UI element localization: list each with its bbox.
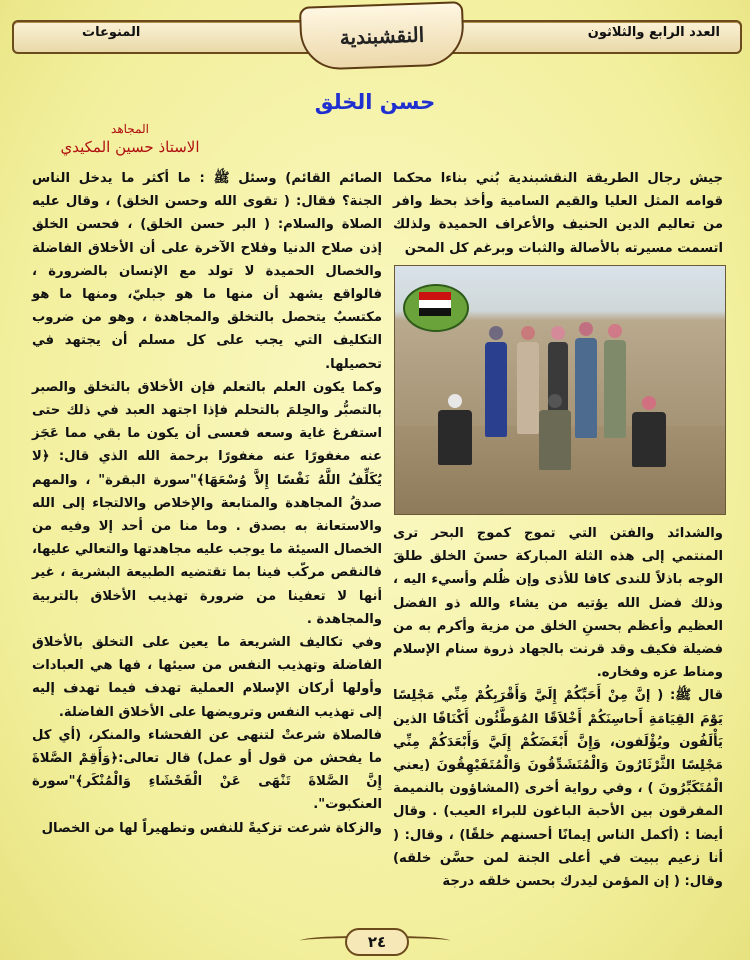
- paragraph: فالصلاة شرعتْ لتنهى عن الفحشاء والمنكر، (أي كل ما يفحش من قول أو عمل) قال تعالى:﴿وَأَقِمْ الصَّلاةَ إِنَّ الصَّلاةَ تَنْهَى عَنْ الْفَحْشَاءِ وَالْمُنْكَر﴾"سورة العنكبوت".: [32, 727, 382, 813]
- figure-body: [438, 410, 472, 465]
- figure-head: [579, 322, 593, 336]
- paragraph: جيش رجال الطريقة النقشبندية بُني بناءا محكما قوامه المثل العليا والقيم السامية وأخذ بحظ وافر من تعاليم الدين الحنيف والأعراف الحميدة ولذلك اتسمت مسيرته بالأصالة والثبات وبرغم كل المحن: [393, 171, 723, 256]
- article-title: حسن الخلق: [314, 90, 436, 114]
- right-column-top: [393, 167, 723, 260]
- figure: [481, 326, 511, 437]
- figure-head: [548, 394, 562, 408]
- figure: [435, 394, 475, 465]
- figure-head: [608, 324, 622, 338]
- paragraph: قال ﷺ: ( إنَّ مِنْ أَحَبِّكُمْ إِلَيَّ وَأَقْرَبِكُمْ مِنِّي مَجْلِسًا يَوْمَ القِيَامَةِ أَحاسِنَكُمْ أَخْلاَقًا المُوَطَّئُون أَكْنَافًا الذين يَأْلَفُون ويُؤْلَفون، وَإِنَّ أَبْغَضَكُمْ إِلَيَّ وَأَبْعَدَكُمْ مِنِّي مَجْلِسًا الثَّرْثَارُونَ وَالْمُتَشَدِّقُونَ وَالْمُتَفَيْهِقُونَ (يعني الْمُتَكَبِّرُونَ ) ، وفي رواية أخرى (المشاؤون بالنميمة المفرقون بين الأحبة الباغون للبراء العيب) . وقال أيضا : (أكمل الناس إيمانًا أحسنهم خلقًا) ، وقال: ( أنا زعيم ببيت في أعلى الجنة لمن حسَّن خلقه) وقال: ( إن المؤمن ليدرك بحسن خلقه درجة: [393, 688, 723, 890]
- figure: [535, 394, 575, 470]
- figure-body: [604, 340, 626, 438]
- paragraph: الصائم القائم) وسئل ﷺ : ما أكثر ما يدخل الناس الجنة؟ فقال: ( تقوى الله وحسن الخلق) ، وقال عليه الصلاة والسلام: ( البر حسن الخلق) ، فحسن الخلق إذن صلاح الدنيا وفلاح الآخرة على أن الأخلاق الفاضلة والخصال الحميدة لا تولد مع الإنسان بالضرورة ، فالواقع يشهد أن منها ما هو جبليّ، ومنها ما هو مكتسبٌ يتحصل بالتخلق والمجاهدة ، وهو من ضروب التكليف التي يجب على كل مسلم أن يجتهد في تحصيلها.: [32, 171, 382, 372]
- figure-body: [539, 410, 571, 470]
- paragraph: والزكاة شرعت تزكيةً للنفس وتطهيراً لها من الخصال: [41, 820, 382, 836]
- figure: [600, 324, 630, 438]
- figure-head: [551, 326, 565, 340]
- figure-head: [489, 326, 503, 340]
- banner-title: النقشبندية: [339, 22, 425, 50]
- figure-head: [521, 326, 535, 340]
- left-column: [32, 167, 382, 840]
- figure: [627, 396, 671, 467]
- flag-white-stripe: [419, 300, 451, 308]
- figure-body: [575, 338, 597, 438]
- figure: [571, 322, 601, 438]
- figure-body: [632, 412, 666, 467]
- author-signature: [40, 122, 220, 156]
- paragraph: وكما يكون العلم بالتعلم فإن الأخلاق بالتخلق والصبر بالتصبُّر والحِلمَ بالتحلم فإذا اجتهد العبد في ذلك حتى استفرغ غاية وسعه فعسى أن يكون ما بقي مما عَجَز عنه مغفورًا عنه مغفورًا برحمة الله الذي قال: ﴿لا يُكَلِّفُ اللَّهُ نَفْسًا إِلاَّ وُسْعَهَا﴾"سورة البقرة" ، والمهم صدقُ المجاهدة والمتابعة والإخلاص والالتجاء إلى الله والاستعانة به بصدق . وما منا من أحد إلا وفيه من الخصال السيئة ما يوجب عليه مجاهدتها والتعالي عليها، فالنقص مركّب فينا بما تقتضيه الطبيعة البشرية ، غير أنها لا تعفينا من ضرورة تهذيب الأخلاق بالتربية والمجاهدة .: [32, 379, 382, 627]
- author-name: الاستاذ حسين المكيدي: [60, 138, 200, 156]
- figure-body: [485, 342, 507, 437]
- banner-scroll: [299, 1, 465, 71]
- right-column-bottom: [393, 522, 723, 893]
- article-photo: [394, 265, 726, 515]
- paragraph: وفي تكاليف الشريعة ما يعين على التخلق بالأخلاق الفاضلة وتهذيب النفس من سيئها ، فها هي العبادات وأولها أركان الإسلام العملية تهدف فيما تهدف إليه إلى تهذيب النفس وترويضها على الأخلاق الفاضلة.: [32, 635, 382, 720]
- page-number: ٢٤: [345, 928, 409, 956]
- figure-head: [448, 394, 462, 408]
- author-title: المجاهد: [111, 122, 149, 136]
- paragraph: والشدائد والفتن التي تموج كموج البحر ترى المنتمي إلى هذه الثلة المباركة حسنَ الخلق طلقَ الوجه باذلاً للندى كافا للأذى وإن ظُلم وأسيء اليه ، وذلك فضل الله يؤتيه من يشاء والله ذو الفضل العظيم وأعظم بحسنِ الخلق من مزية وأكرم به من فضيلة فكيف وقد قرنت بالجهاد ذروة سنام الإسلام ومناط عزه وفخاره.: [393, 526, 723, 681]
- section-label: المنوعات: [82, 25, 141, 40]
- issue-label: العدد الرابع والثلاثون: [587, 25, 720, 40]
- figure-head: [642, 396, 656, 410]
- flag-black-stripe: [419, 308, 451, 316]
- flag-red-stripe: [419, 292, 451, 300]
- logo-badge: [403, 284, 469, 332]
